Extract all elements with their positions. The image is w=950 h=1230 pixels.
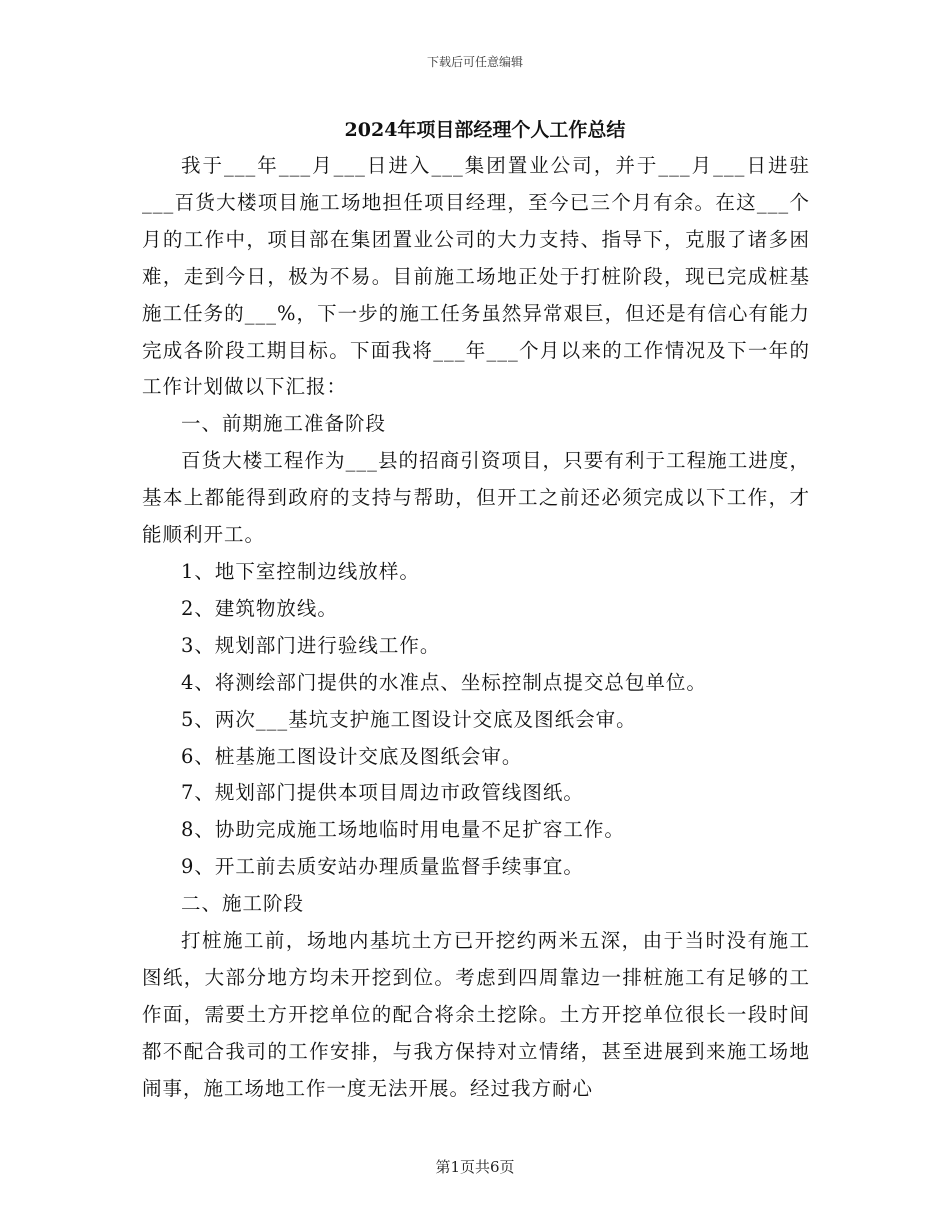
list-item: 5、两次___基坑支护施工图设计交底及图纸会审。 <box>181 707 637 731</box>
document-body <box>142 148 810 1108</box>
section-heading-preparation: 一、前期施工准备阶段 <box>181 412 387 436</box>
list-item: 6、桩基施工图设计交底及图纸会审。 <box>181 744 523 768</box>
list-item: 2、建筑物放线。 <box>181 596 338 620</box>
list-item: 8、协助完成施工场地临时用电量不足扩容工作。 <box>181 818 625 842</box>
paragraph-intro: 我于___年___月___日进入___集团置业公司，并于___月___日进驻___百货大楼项目施工场地担任项目经理，至今已三个月有余。在这___个月的工作中，项目部在集团置业公司的大力支持、指导下，克服了诸多困难，走到今日，极为不易。目前施工场地正处于打桩阶段，现已完成桩基施工任务的___%，下一步的施工任务虽然异常艰巨，但还是有信心有能力完成各阶段工期目标。下面我将___年___个月以来的工作情况及下一年的工作计划做以下汇报： <box>142 154 810 399</box>
list-item: 9、开工前去质安站办理质量监督手续事宜。 <box>181 855 584 879</box>
document-title: 2024年项目部经理个人工作总结 <box>344 119 626 141</box>
list-item: 7、规划部门提供本项目周边市政管线图纸。 <box>181 781 584 805</box>
paragraph-preparation: 百货大楼工程作为___县的招商引资项目，只要有利于工程施工进度，基本上都能得到政府的支持与帮助，但开工之前还必须完成以下工作，才能顺利开工。 <box>142 449 810 547</box>
section-heading-construction: 二、施工阶段 <box>181 892 305 916</box>
header-note: 下载后可任意编辑 <box>426 55 523 69</box>
page-indicator: 第1页共6页 <box>435 1158 515 1176</box>
paragraph-construction: 打桩施工前，场地内基坑土方已开挖约两米五深，由于当时没有施工图纸，大部分地方均未开挖到位。考虑到四周靠边一排桩施工有足够的工作面，需要土方开挖单位的配合将余土挖除。土方开挖单位很长一段时间都不配合我司的工作安排，与我方保持对立情绪，甚至进展到来施工场地闹事，施工场地工作一度无法开展。经过我方耐心 <box>142 929 810 1100</box>
list-item: 3、规划部门进行验线工作。 <box>181 633 441 657</box>
list-item: 4、将测绘部门提供的水准点、坐标控制点提交总包单位。 <box>181 670 707 694</box>
list-item: 1、地下室控制边线放样。 <box>181 559 420 583</box>
